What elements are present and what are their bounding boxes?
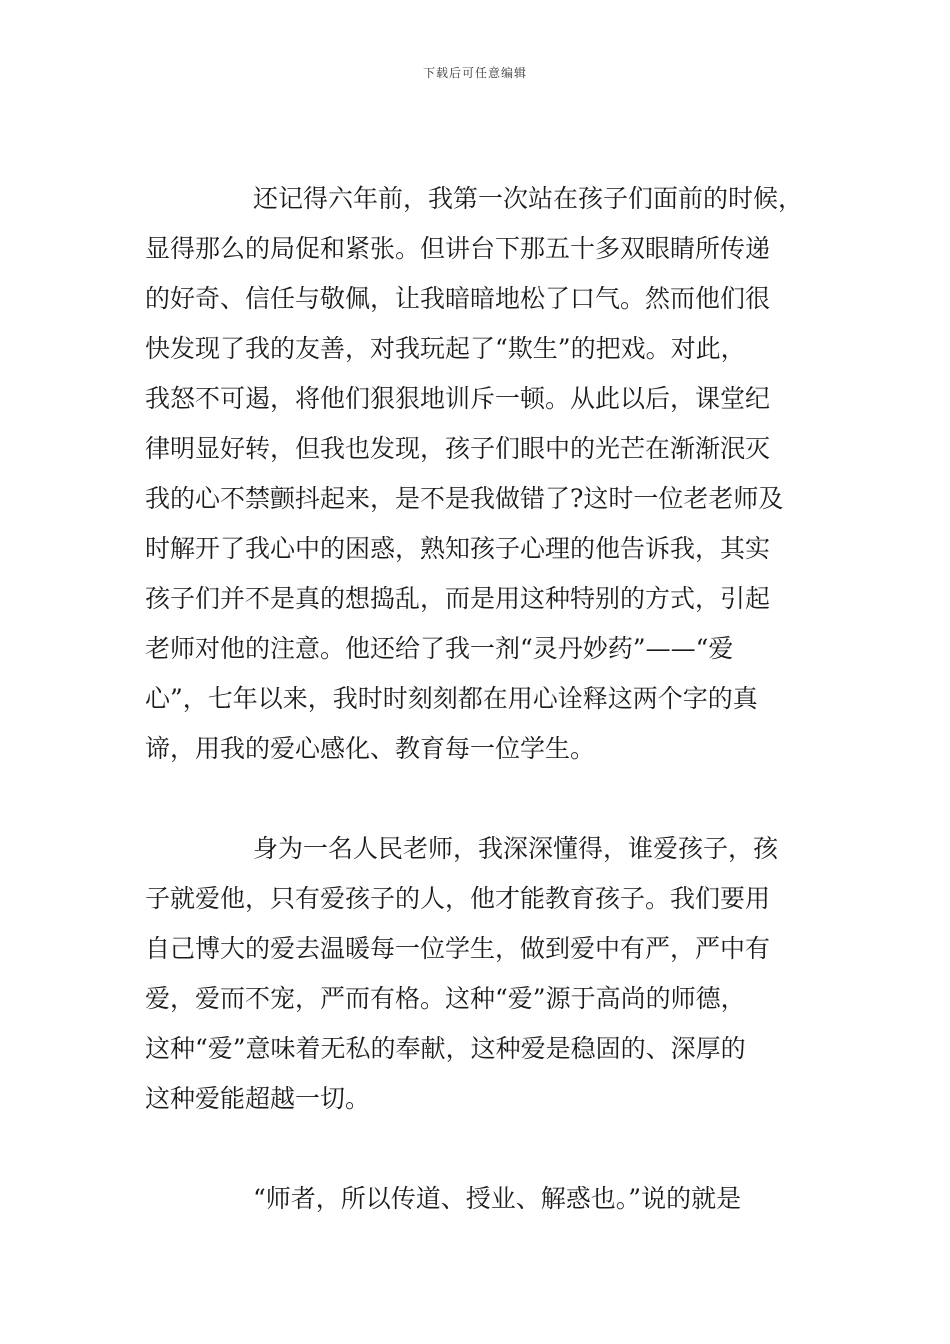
text-line: 自己博大的爱去温暖每一位学生，做到爱中有严，严中有: [145, 934, 771, 963]
text-line: 我怒不可遏，将他们狠狠地训斥一顿。从此以后，课堂纪: [145, 384, 771, 413]
paragraph-gap: [145, 1124, 810, 1174]
paragraph-gap: [145, 774, 810, 824]
text-line: 心”，七年以来，我时时刻刻都在用心诠释这两个字的真: [145, 684, 758, 713]
text-line: 身为一名人民老师，我深深懂得，谁爱孩子，孩: [253, 834, 779, 863]
page-header: 下载后可任意编辑: [422, 66, 527, 80]
paragraph-2: [145, 824, 810, 1124]
paragraph-3: [145, 1174, 810, 1224]
text-line: 还记得六年前，我第一次站在孩子们面前的时候，: [253, 184, 804, 213]
text-line: 孩子们并不是真的想捣乱，而是用这种特别的方式，引起: [145, 584, 771, 613]
text-line: 谛，用我的爱心感化、教育每一位学生。: [145, 734, 596, 763]
text-line: 爱，爱而不宠，严而有格。这种“爱”源于高尚的师德，: [145, 984, 746, 1013]
document-body: [145, 174, 810, 1224]
text-line: 这种“爱”意味着无私的奉献，这种爱是稳固的、深厚的: [145, 1034, 746, 1063]
text-line: 快发现了我的友善，对我玩起了“欺生”的把戏。对此，: [145, 334, 746, 363]
text-line: 老师对他的注意。他还给了我一剂“灵丹妙药”——“爱: [145, 634, 734, 663]
text-line: “师者，所以传道、授业、解惑也。”说的就是: [253, 1184, 742, 1213]
text-line: 律明显好转，但我也发现，孩子们眼中的光芒在渐渐泯灭: [145, 434, 771, 463]
text-line: 的好奇、信任与敬佩，让我暗暗地松了口气。然而他们很: [145, 284, 771, 313]
text-line: 子就爱他，只有爱孩子的人，他才能教育孩子。我们要用: [145, 884, 771, 913]
text-line: 显得那么的局促和紧张。但讲台下那五十多双眼睛所传递: [145, 234, 771, 263]
text-line: 我的心不禁颤抖起来，是不是我做错了?这时一位老老师及: [145, 484, 784, 513]
paragraph-1: [145, 174, 810, 774]
text-line: 这种爱能超越一切。: [145, 1084, 371, 1113]
text-line: 时解开了我心中的困惑，熟知孩子心理的他告诉我，其实: [145, 534, 771, 563]
